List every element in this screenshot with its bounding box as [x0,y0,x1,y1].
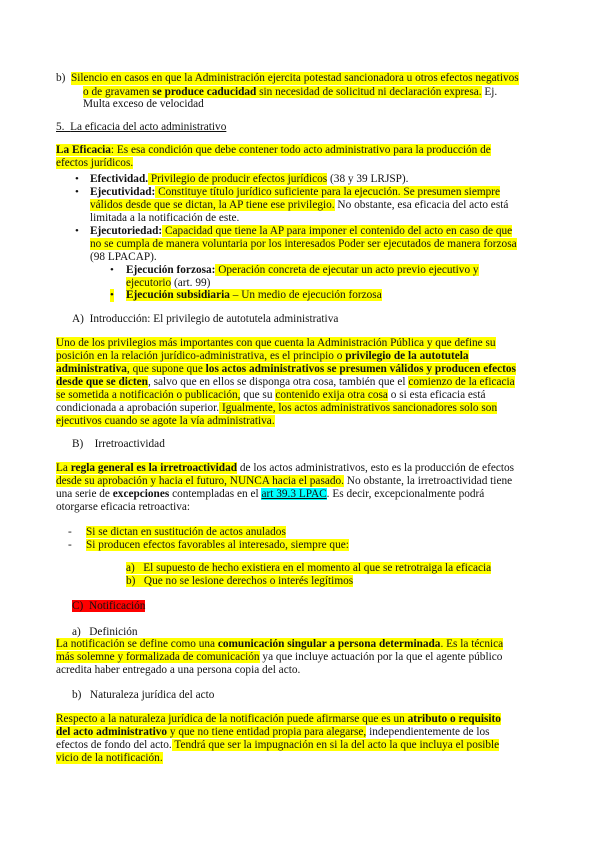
para-c-line-3: acredita haber entregado a una persona copia del acto. [56,664,301,676]
sub-a-heading: a) Definición [72,626,138,638]
sub-item-b: b) Que no se lesione derechos o interés legítimos [126,575,354,587]
para-b-line-4: otorgarse eficacia retroactiva: [56,501,191,513]
ejecutividad-line-2: válidos desde que se dictan, la AP tiene ese privilegio. No obstante, esa eficacia del acto está [90,199,509,211]
forzosa-line-1: Ejecución forzosa: Operación concreta de ejecutar un acto previo ejecutivo y [126,264,479,276]
ejecutoriedad-line-2: no se cumpla de manera voluntaria por los interesados Poder ser ejecutados de manera forzosa [90,238,517,250]
bullet-icon: • [110,264,114,276]
sub-item-a: a) El supuesto de hecho existiera en el momento al que se retrotraiga la eficacia [126,562,492,574]
dash-item-1: Si se dictan en sustitución de actos anulados [86,526,286,538]
para-a-line-5: se sometida a notificación o publicación, que su contenido exija otra cosa o si esta eficacia está [56,389,486,401]
para-d-line-1: Respecto a la naturaleza jurídica de la notificación puede afirmarse que es un atributo o requisito [56,713,501,725]
section-5-heading: 5. La eficacia del acto administrativo [56,121,227,133]
ejecutividad-line-3: limitada a la notificación de este. [90,212,240,224]
para-d-line-3: efectos de fondo del acto. Tendrá que ser la impugnación en si la del acto la que incluya el posible [56,739,500,751]
bullet-icon: • [75,225,79,237]
b-item-line-3: Multa exceso de velocidad [83,98,204,110]
section-a-heading: A) Introducción: El privilegio de autotutela administrativa [72,313,339,325]
bullet-icon: • [75,186,79,198]
eficacia-line-1: La Eficacia: Es esa condición que debe contener todo acto administrativo para la producción de [56,144,491,156]
para-a-line-3: administrativa, que supone que los actos administrativos se presumen válidos y producen efectos [56,363,516,375]
section-b-heading: B) Irretroactividad [72,438,165,450]
ejecutividad-line-1: Ejecutividad: Constituye título jurídico suficiente para la ejecución. Se presumen siempre [90,186,501,198]
para-b-line-1: La regla general es la irretroactividad de los actos administrativos, esto es la producción de efectos [56,462,515,474]
sub-b-heading: b) Naturaleza jurídica del acto [72,689,215,701]
para-c-line-1: La notificación se define como una comunicación singular a persona determinada. Es la técnica [56,638,504,650]
ejecutoriedad-line-3: (98 LPACAP). [90,251,157,263]
list-marker: b) [56,72,66,84]
dash-marker: - [68,526,72,538]
b-item-line-2: o de gravamen se produce caducidad sin necesidad de solicitud ni declaración expresa. Ej. [83,86,498,98]
para-a-line-4: desde que se dicten, salvo que en ellos se disponga otra cosa, también que el comienzo de la eficacia [56,376,515,388]
para-d-line-2: del acto administrativo y que no tiene entidad propia para alegarse, independientemente de los [56,726,490,738]
para-a-line-7: ejecutivos cuando se agote la vía administrativa. [56,415,275,427]
para-c-line-2: más solemne y formalizada de comunicación ya que incluye actuación por la que el agente público [56,651,503,663]
para-a-line-1: Uno de los privilegios más importantes con que cuenta la Administración Pública y que define su [56,337,496,349]
efectividad-line: Efectividad. Privilegio de producir efectos jurídicos (38 y 39 LRJSP). [90,173,409,185]
subsidiaria-line: Ejecución subsidiaria – Un medio de ejecución forzosa [126,289,382,301]
para-b-line-3: una serie de excepciones contempladas en el art 39.3 LPAC. Es decir, excepcionalmente podrá [56,488,485,500]
para-b-line-2: desde su aprobación y hacia el futuro, NUNCA hacia el pasado. No obstante, la irretroactividad tiene [56,475,513,487]
bullet-icon: • [75,173,79,185]
dash-item-2: Si producen efectos favorables al interesado, siempre que: [86,539,349,551]
forzosa-line-2: ejecutorio (art. 99) [126,277,211,289]
para-a-line-2: posición en la relación jurídico-administrativa, es el principio o privilegio de la autotutela [56,350,469,362]
para-d-line-4: vicio de la notificación. [56,752,163,764]
section-c-heading: C) Notificación [72,600,146,612]
b-item-line-1: Silencio en casos en que la Administración ejercita potestad sancionadora u otros efectos negativos [71,72,519,84]
ejecutoriedad-line-1: Ejecutoriedad: Capacidad que tiene la AP para imponer el contenido del acto en caso de que [90,225,513,237]
eficacia-line-2: efectos jurídicos. [56,157,134,169]
para-a-line-6: condicionada a aprobación superior. Igualmente, los actos administrativos sancionadores solo son [56,402,498,414]
dash-marker: - [68,539,72,551]
bullet-icon: • [110,289,114,301]
